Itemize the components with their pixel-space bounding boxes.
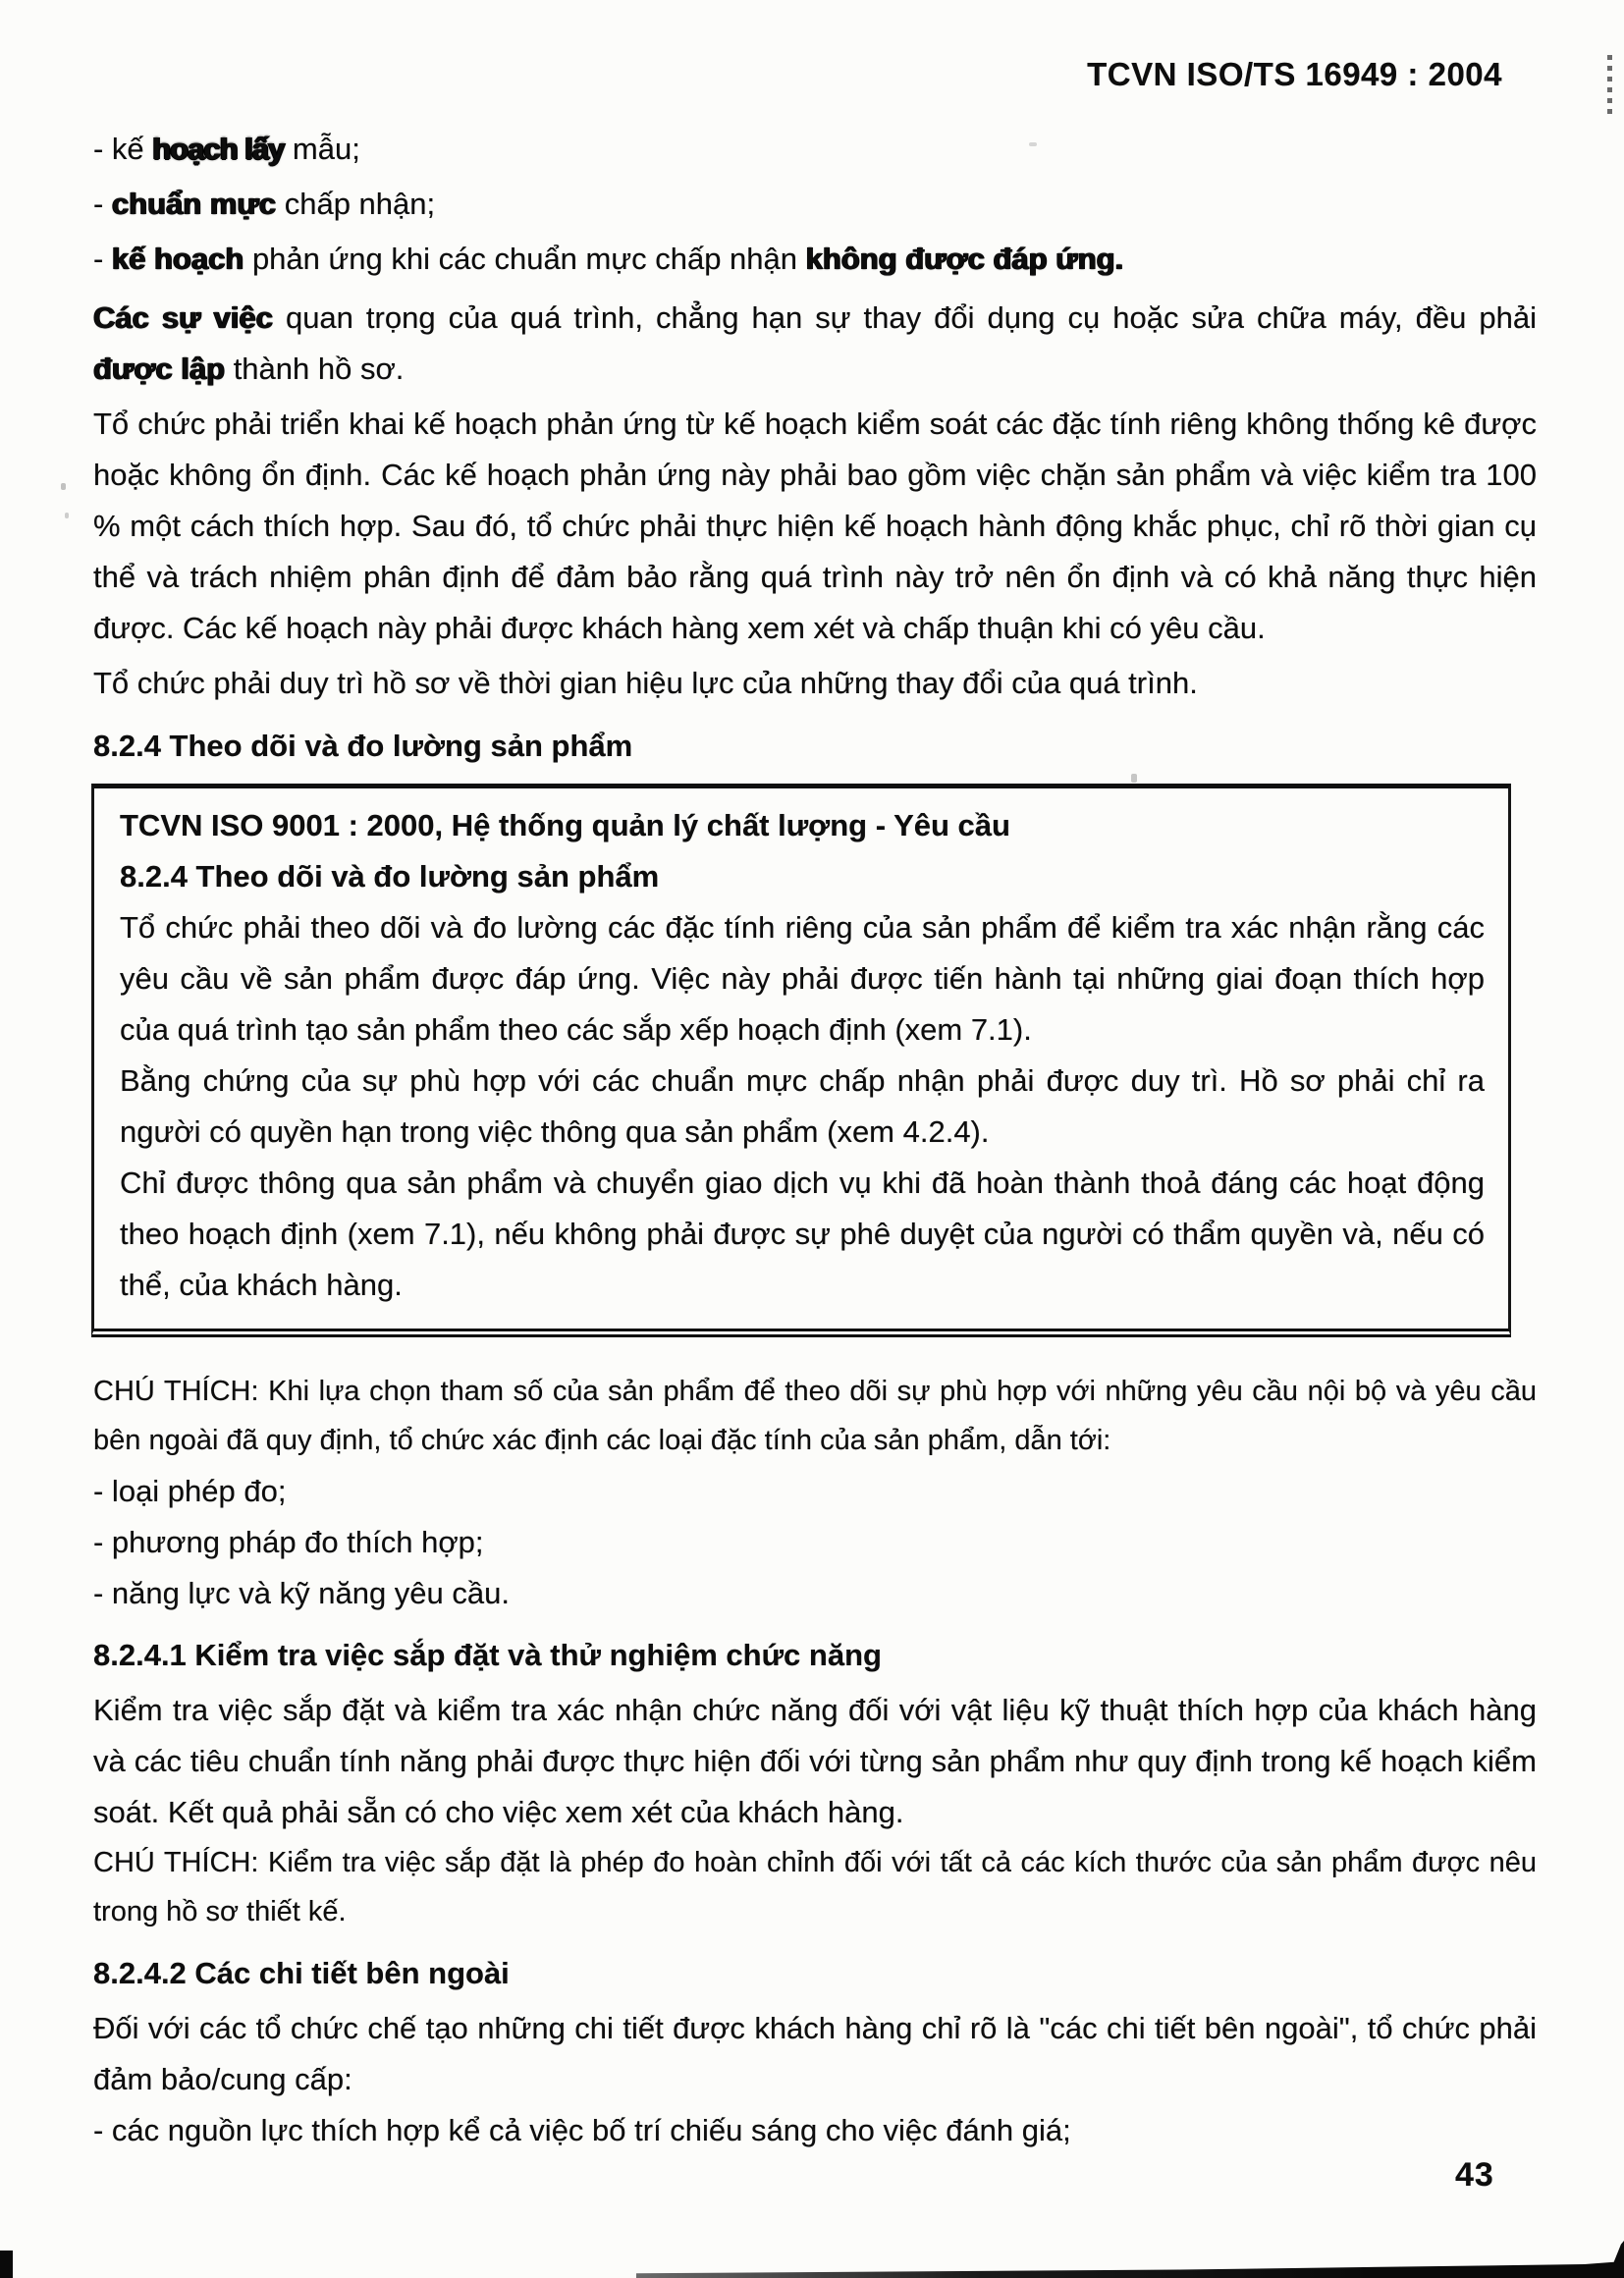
paragraph-process-events (93, 293, 1537, 395)
smudged-text: hoạch lấy (152, 132, 285, 166)
bullet-appropriate-resources: - các nguồn lực thích hợp kể cả việc bố trí chiếu sáng cho việc đánh giá; (93, 2113, 1071, 2147)
paragraph-text: thành hồ sơ. (225, 352, 405, 386)
heading-8-2-4-2: 8.2.4.2 Các chi tiết bên ngoài (93, 1956, 510, 1990)
page-number: 43 (1455, 2156, 1494, 2194)
quote-box-heading-8-2-4: 8.2.4 Theo dõi và đo lường sản phẩm (120, 859, 660, 894)
bullet-text: mẫu; (284, 132, 360, 166)
note-bullet-measurement-type: - loại phép đo; (93, 1474, 287, 1508)
scan-speck (1029, 142, 1037, 146)
quote-box-title: TCVN ISO 9001 : 2000, Hệ thống quản lý chất lượng - Yêu cầu (120, 808, 1010, 842)
bullet-acceptance-criteria (93, 179, 1537, 230)
bullet-sampling-plan (93, 124, 1537, 175)
iso9001-quote-box (91, 784, 1511, 1337)
bullet-text: - (93, 242, 112, 276)
scan-speck (65, 513, 69, 518)
scan-artifact-top-right (1607, 55, 1612, 116)
heading-8-2-4: 8.2.4 Theo dõi và đo lường sản phẩm (93, 729, 633, 763)
quote-box-paragraph-release: Chỉ được thông qua sản phẩm và chuyển giao dịch vụ khi đã hoàn thành thoả đáng các hoạt động theo hoạch định (xem 7.1), nếu không phải được sự phê duyệt của người có thẩm quyền và, nếu có thể, của khách hàng. (120, 1166, 1485, 1302)
quote-box-paragraph-evidence: Bằng chứng của sự phù hợp với các chuẩn mực chấp nhận phải được duy trì. Hồ sơ phải chỉ ra người có quyền hạn trong việc thông qua sản phẩm (xem 4.2.4). (120, 1063, 1485, 1149)
smudged-text: kế hoạch (111, 242, 244, 276)
note-bullet-measurement-method: - phương pháp đo thích hợp; (93, 1525, 484, 1559)
heading-8-2-4-1: 8.2.4.1 Kiểm tra việc sắp đặt và thử nghiệm chức năng (93, 1638, 882, 1672)
paragraph-process-change-records: Tổ chức phải duy trì hồ sơ về thời gian hiệu lực của những thay đổi của quá trình. (93, 666, 1198, 700)
smudged-text: được lập (93, 352, 226, 386)
scan-speck (1131, 774, 1137, 783)
smudged-text: không được đáp ứng. (805, 242, 1124, 276)
paragraph-layout-inspection: Kiểm tra việc sắp đặt và kiểm tra xác nhận chức năng đối với vật liệu kỹ thuật thích hợp của khách hàng và các tiêu chuẩn tính năng phải được thực hiện đối với từng sản phẩm như quy định trong kế hoạch kiểm soát. Kết quả phải sẵn có cho việc xem xét của khách hàng. (93, 1693, 1537, 1829)
smudged-text: Các sự việc (93, 300, 273, 335)
paragraph-appearance-items: Đối với các tổ chức chế tạo những chi tiết được khách hàng chỉ rõ là "các chi tiết bên ngoài", tổ chức phải đảm bảo/cung cấp: (93, 2011, 1537, 2096)
bullet-text: chấp nhận; (276, 187, 436, 221)
paragraph-reaction-plan: Tổ chức phải triển khai kế hoạch phản ứng từ kế hoạch kiểm soát các đặc tính riêng không thống kê được hoặc không ổn định. Các kế hoạch phản ứng này phải bao gồm việc chặn sản phẩm và việc kiểm tra 100 % một cách thích hợp. Sau đó, tổ chức phải thực hiện kế hoạch hành động khắc phục, chỉ rõ thời gian cụ thể và trách nhiệm phân định để đảm bảo rằng quá trình này trở nên ổn định và có khả năng thực hiện được. Các kế hoạch này phải được khách hàng xem xét và chấp thuận khi có yêu cầu. (93, 407, 1537, 645)
document-code-header: TCVN ISO/TS 16949 : 2004 (1087, 56, 1502, 92)
note-bullet-capability-skill: - năng lực và kỹ năng yêu cầu. (93, 1576, 510, 1610)
scan-speck (61, 483, 66, 490)
bullet-text: phản ứng khi các chuẩn mực chấp nhận (244, 242, 806, 276)
scan-artifact-bottom-line (636, 2261, 1624, 2278)
note-layout-inspection: CHÚ THÍCH: Kiểm tra việc sắp đặt là phép đo hoàn chỉnh đối với tất cả các kích thước của sản phẩm được nêu trong hồ sơ thiết kế. (93, 1847, 1537, 1927)
page-content (0, 124, 1624, 2156)
note-parameter-selection: CHÚ THÍCH: Khi lựa chọn tham số của sản phẩm để theo dõi sự phù hợp với những yêu cầu nội bộ và yêu cầu bên ngoài đã quy định, tổ chức xác định các loại đặc tính của sản phẩm, dẫn tới: (93, 1376, 1537, 1456)
bullet-text: - (93, 187, 112, 221)
scan-artifact-bottom-left (0, 2251, 13, 2278)
bullet-reaction-plan (93, 234, 1537, 285)
bullet-text: - kế (93, 132, 153, 166)
paragraph-text: quan trọng của quá trình, chẳng hạn sự thay đổi dụng cụ hoặc sửa chữa máy, đều phải (272, 300, 1537, 335)
quote-box-paragraph-monitoring: Tổ chức phải theo dõi và đo lường các đặc tính riêng của sản phẩm để kiểm tra xác nhận rằng các yêu cầu về sản phẩm được đáp ứng. Việc này phải được tiến hành tại những giai đoạn thích hợp của quá trình tạo sản phẩm theo các sắp xếp hoạch định (xem 7.1). (120, 910, 1485, 1047)
smudged-text: chuẩn mực (111, 187, 277, 221)
